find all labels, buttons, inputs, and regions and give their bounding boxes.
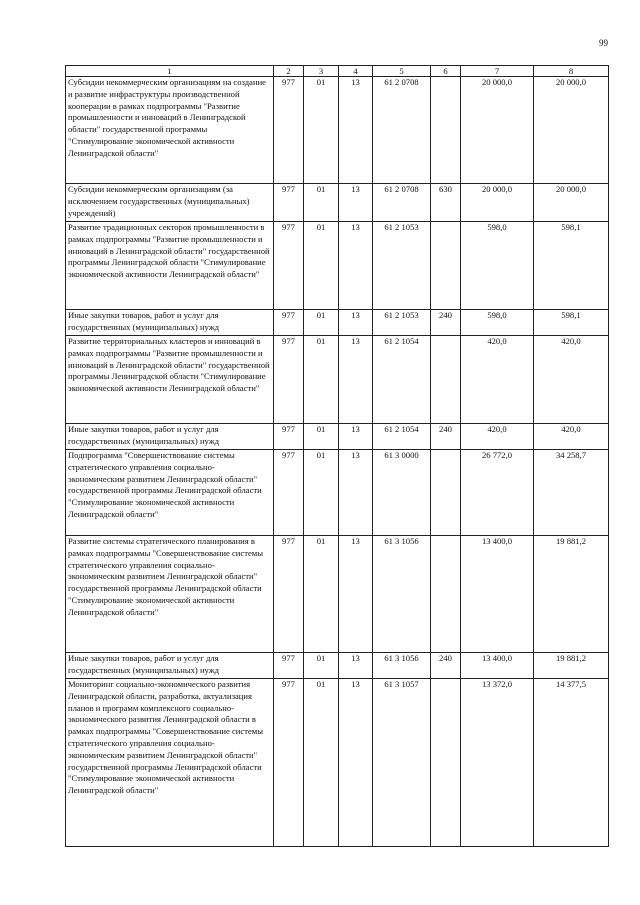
cell-col3: 01: [304, 536, 339, 653]
cell-col5: 61 3 1056: [373, 536, 431, 653]
row-description: Иные закупки товаров, работ и услуг для государственных (муниципальных) нужд: [66, 424, 274, 450]
cell-col3: 01: [304, 184, 339, 222]
cell-col8: 598,1: [534, 310, 609, 336]
cell-col5: 61 2 1054: [373, 336, 431, 424]
table-row: [66, 653, 609, 679]
cell-col5: 61 3 1056: [373, 653, 431, 679]
row-description: Субсидии некоммерческим организациям на создание и развитие инфраструктуры производственной кооперации в рамках подпрограммы "Развитие промышленности и инноваций в Ленинградской области" государственной программы "Стимулирование экономической активности Ленинградской области": [66, 77, 274, 184]
cell-col2: 977: [274, 310, 304, 336]
cell-col4: 13: [339, 536, 373, 653]
cell-col6: [431, 222, 461, 310]
cell-col3: 01: [304, 424, 339, 450]
cell-col8: 20 000,0: [534, 184, 609, 222]
cell-col6: [431, 536, 461, 653]
cell-col7: 26 772,0: [461, 450, 534, 536]
cell-col3: 01: [304, 222, 339, 310]
cell-col5: 61 3 0000: [373, 450, 431, 536]
row-description: Иные закупки товаров, работ и услуг для государственных (муниципальных) нужд: [66, 310, 274, 336]
column-header: 1: [66, 66, 274, 77]
cell-col4: 13: [339, 450, 373, 536]
column-header: 3: [304, 66, 339, 77]
cell-col8: 20 000,0: [534, 77, 609, 184]
row-description: Развитие территориальных кластеров и инноваций в рамках подпрограммы "Развитие промышленности и инноваций в Ленинградской области" государственной программы Ленинградской области "Стимулирование экономической активности Ленинградской области": [66, 336, 274, 424]
table-row: [66, 450, 609, 536]
column-header: 2: [274, 66, 304, 77]
cell-col8: 420,0: [534, 336, 609, 424]
cell-col5: 61 2 0708: [373, 77, 431, 184]
cell-col4: 13: [339, 653, 373, 679]
row-description: Подпрограмма "Совершенствование системы стратегического управления социально-экономическим развитием Ленинградской области" государственной программы Ленинградской области "Стимулирование экономической активности Ленинградской области": [66, 450, 274, 536]
cell-col7: 13 372,0: [461, 679, 534, 847]
cell-col2: 977: [274, 424, 304, 450]
budget-table: [65, 65, 609, 847]
cell-col2: 977: [274, 184, 304, 222]
cell-col5: 61 2 0708: [373, 184, 431, 222]
cell-col5: 61 2 1054: [373, 424, 431, 450]
column-header: 4: [339, 66, 373, 77]
column-header: 8: [534, 66, 609, 77]
cell-col4: 13: [339, 77, 373, 184]
cell-col3: 01: [304, 450, 339, 536]
cell-col8: 420,0: [534, 424, 609, 450]
cell-col2: 977: [274, 336, 304, 424]
table-row: [66, 77, 609, 184]
row-description: Мониторинг социально-экономического развития Ленинградской области, разработка, актуализация планов и программ комплексного социально-экономического развития Ленинградской области в рамках подпрограммы "Совершенствование системы стратегического управления социально-экономическим развитием Ленинградской области" государственной программы Ленинградской области "Стимулирование экономической активности Ленинградской области": [66, 679, 274, 847]
table-row: [66, 424, 609, 450]
cell-col7: 420,0: [461, 424, 534, 450]
cell-col7: 420,0: [461, 336, 534, 424]
cell-col6: 240: [431, 653, 461, 679]
cell-col3: 01: [304, 77, 339, 184]
cell-col2: 977: [274, 77, 304, 184]
cell-col6: [431, 679, 461, 847]
cell-col4: 13: [339, 184, 373, 222]
cell-col5: 61 3 1057: [373, 679, 431, 847]
cell-col4: 13: [339, 679, 373, 847]
cell-col6: [431, 77, 461, 184]
row-description: Субсидии некоммерческим организациям (за исключением государственных (муниципальных) учреждений): [66, 184, 274, 222]
cell-col7: 13 400,0: [461, 536, 534, 653]
cell-col6: 240: [431, 424, 461, 450]
table-row: [66, 336, 609, 424]
cell-col8: 34 258,7: [534, 450, 609, 536]
cell-col6: [431, 336, 461, 424]
table-row: [66, 184, 609, 222]
cell-col3: 01: [304, 653, 339, 679]
row-description: Иные закупки товаров, работ и услуг для государственных (муниципальных) нужд: [66, 653, 274, 679]
cell-col7: 20 000,0: [461, 77, 534, 184]
cell-col2: 977: [274, 450, 304, 536]
table-row: [66, 536, 609, 653]
cell-col7: 598,0: [461, 310, 534, 336]
row-description: Развитие традиционных секторов промышленности в рамках подпрограммы "Развитие промышленности и инноваций в Ленинградской области" государственной программы Ленинградской области "Стимулирование экономической активности Ленинградской области": [66, 222, 274, 310]
header-row: [66, 66, 609, 77]
column-header: 5: [373, 66, 431, 77]
cell-col4: 13: [339, 310, 373, 336]
table-row: [66, 679, 609, 847]
page-number: 99: [599, 38, 608, 48]
cell-col8: 598,1: [534, 222, 609, 310]
table-row: [66, 222, 609, 310]
cell-col8: 14 377,5: [534, 679, 609, 847]
cell-col5: 61 2 1053: [373, 310, 431, 336]
cell-col2: 977: [274, 222, 304, 310]
cell-col7: 598,0: [461, 222, 534, 310]
cell-col2: 977: [274, 653, 304, 679]
cell-col3: 01: [304, 310, 339, 336]
cell-col8: 19 881,2: [534, 653, 609, 679]
cell-col3: 01: [304, 679, 339, 847]
cell-col4: 13: [339, 424, 373, 450]
column-header: 6: [431, 66, 461, 77]
cell-col8: 19 881,2: [534, 536, 609, 653]
cell-col6: 240: [431, 310, 461, 336]
column-header: 7: [461, 66, 534, 77]
cell-col7: 13 400,0: [461, 653, 534, 679]
cell-col3: 01: [304, 336, 339, 424]
cell-col6: 630: [431, 184, 461, 222]
cell-col6: [431, 450, 461, 536]
table-row: [66, 310, 609, 336]
cell-col4: 13: [339, 222, 373, 310]
cell-col2: 977: [274, 679, 304, 847]
cell-col4: 13: [339, 336, 373, 424]
row-description: Развитие системы стратегического планирования в рамках подпрограммы "Совершенствование системы стратегического управления социально-экономическим развитием Ленинградской области" государственной программы Ленинградской области "Стимулирование экономической активности Ленинградской области": [66, 536, 274, 653]
cell-col5: 61 2 1053: [373, 222, 431, 310]
cell-col7: 20 000,0: [461, 184, 534, 222]
cell-col2: 977: [274, 536, 304, 653]
